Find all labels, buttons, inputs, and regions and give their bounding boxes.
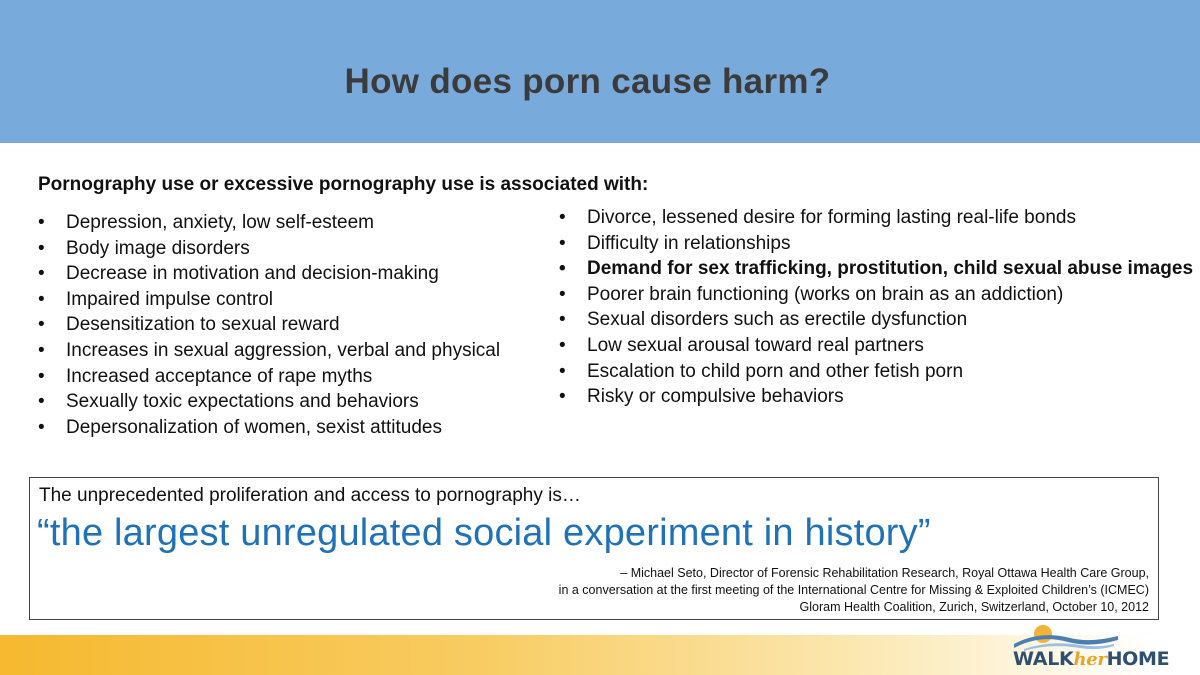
- bullet-item: [38, 338, 500, 364]
- logo-word-walk: WALK: [1013, 648, 1074, 670]
- bullet-dot: •: [559, 232, 566, 254]
- bullet-item: [559, 307, 1193, 333]
- bullet-text: Sexually toxic expectations and behaviors: [66, 391, 419, 413]
- bullet-item: [38, 287, 500, 313]
- bullet-item: [559, 282, 1193, 308]
- bullet-text: Increases in sexual aggression, verbal and physical: [66, 339, 501, 361]
- bullet-dot: •: [559, 334, 566, 356]
- slide-title: How does porn cause harm?: [344, 62, 831, 101]
- bullet-dot: •: [38, 391, 45, 413]
- logo-wordmark: [1013, 648, 1169, 670]
- bullet-text: Decrease in motivation and decision-making: [66, 263, 439, 285]
- walk-her-home-logo: [1010, 618, 1190, 673]
- bullet-item: [38, 210, 500, 236]
- quote-attribution: [559, 565, 1149, 616]
- bullet-text: Impaired impulse control: [66, 288, 273, 310]
- attribution-line: Gloram Health Coalition, Zurich, Switzerland, October 10, 2012: [799, 600, 1149, 614]
- logo-word-her: her: [1073, 649, 1107, 670]
- left-bullet-list: [38, 210, 500, 440]
- bullet-dot: •: [559, 207, 566, 228]
- bullet-item: [559, 384, 1193, 410]
- bullet-item: [559, 231, 1193, 257]
- bullet-dot: •: [38, 212, 45, 233]
- bullet-item: [38, 364, 500, 390]
- bullet-item: [38, 415, 500, 441]
- bullet-dot: •: [38, 339, 45, 361]
- bullet-item: [559, 359, 1193, 385]
- bullet-text: Body image disorders: [66, 237, 250, 259]
- bullet-text: Desensitization to sexual reward: [66, 314, 340, 336]
- bullet-dot: •: [38, 237, 45, 259]
- intro-statement: Pornography use or excessive pornography use is associated with:: [38, 174, 649, 195]
- bullet-text: Low sexual arousal toward real partners: [587, 334, 924, 356]
- bullet-dot: •: [559, 309, 566, 331]
- bullet-dot: •: [38, 416, 45, 438]
- bullet-text: Depression, anxiety, low self-esteem: [66, 212, 374, 233]
- bullet-item: [38, 389, 500, 415]
- bullet-dot: •: [559, 360, 566, 382]
- bullet-item: [559, 205, 1193, 231]
- bullet-dot: •: [38, 365, 45, 387]
- bullet-item: [38, 236, 500, 262]
- right-bullet-list: [559, 205, 1193, 410]
- bullet-dot: •: [38, 314, 45, 336]
- bullet-text: Difficulty in relationships: [587, 232, 791, 254]
- bullet-dot: •: [38, 263, 45, 285]
- bullet-text: Sexual disorders such as erectile dysfunction: [587, 309, 968, 331]
- bullet-text: Divorce, lessened desire for forming lasting real-life bonds: [587, 207, 1076, 228]
- attribution-line: in a conversation at the first meeting of the International Centre for Missing & Exploited Children’s (ICMEC): [558, 583, 1149, 597]
- quote-box: [29, 477, 1159, 620]
- bullet-text: Demand for sex trafficking, prostitution, child sexual abuse images: [587, 258, 1194, 280]
- bullet-item: [559, 333, 1193, 359]
- bullet-text: Poorer brain functioning (works on brain as an addiction): [587, 283, 1064, 305]
- bullet-item: [559, 256, 1193, 282]
- bullet-item: [38, 312, 500, 338]
- bullet-text: Escalation to child porn and other fetish porn: [587, 360, 964, 382]
- bullet-dot: •: [559, 258, 566, 280]
- quote-lead: The unprecedented proliferation and access to pornography is…: [39, 485, 581, 506]
- bullet-text: Risky or compulsive behaviors: [587, 386, 844, 408]
- bullet-text: Depersonalization of women, sexist attitudes: [66, 416, 442, 438]
- attribution-line: – Michael Seto, Director of Forensic Rehabilitation Research, Royal Ottawa Health Care Group,: [620, 566, 1149, 580]
- quote-text: “the largest unregulated social experiment in history”: [37, 512, 931, 554]
- logo-word-home: HOME: [1106, 648, 1170, 670]
- bullet-dot: •: [559, 283, 566, 305]
- bullet-item: [38, 261, 500, 287]
- bullet-dot: •: [559, 386, 566, 408]
- sunrise-icon: [1010, 618, 1120, 652]
- bullet-text: Increased acceptance of rape myths: [66, 365, 373, 387]
- bullet-dot: •: [38, 288, 45, 310]
